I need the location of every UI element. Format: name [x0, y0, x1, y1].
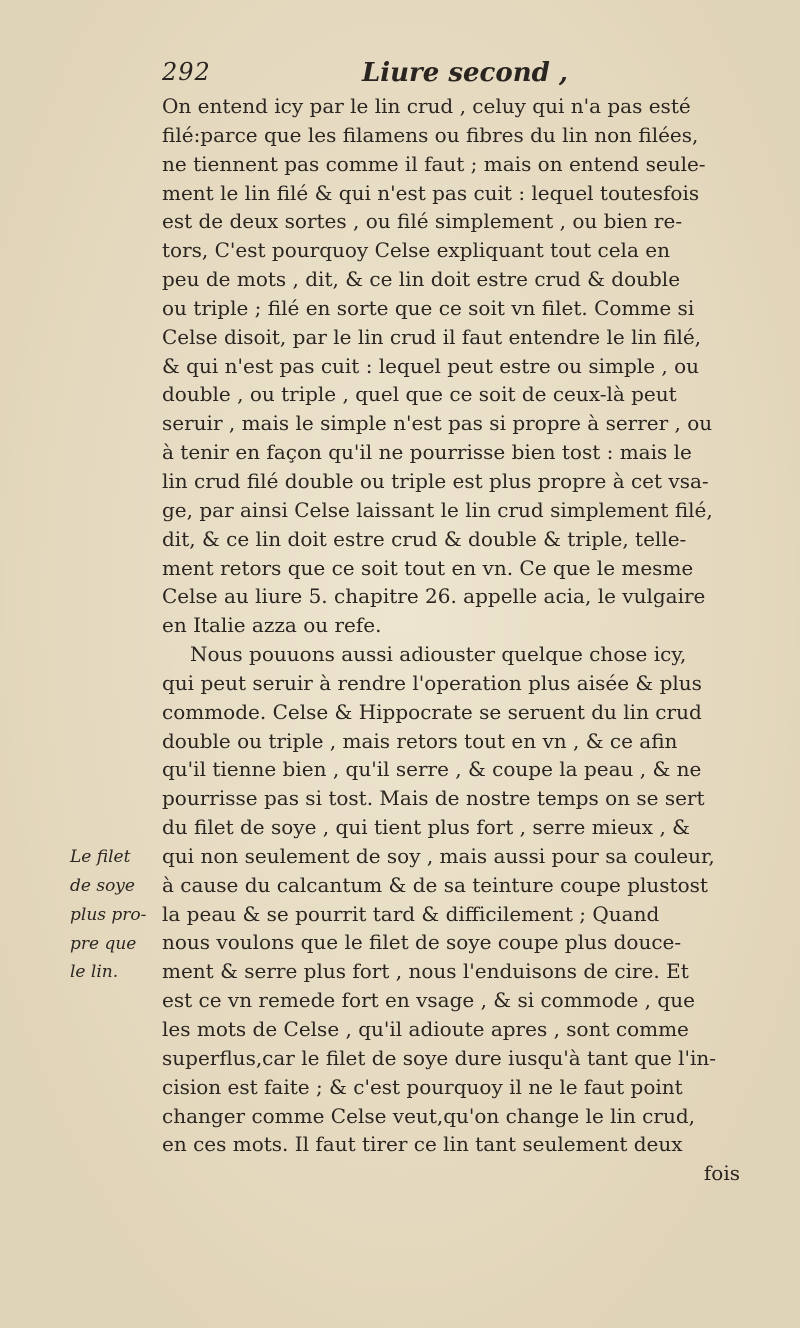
- text-line: la peau & se pourrit tard & difficilement ; Quand: [162, 901, 660, 926]
- text-line: en Italie azza ou refe.: [162, 613, 382, 638]
- marginal-note-line: pre que: [70, 933, 137, 954]
- text-line: lin crud filé double ou triple est plus propre à cet vsa-: [162, 468, 709, 493]
- text-line: ment retors que ce soit tout en vn. Ce que le mesme: [162, 555, 694, 580]
- text-line: tors, C'est pourquoy Celse expliquant tout cela en: [162, 238, 670, 263]
- text-line: est de deux sortes , ou filé simplement , ou bien re-: [162, 209, 683, 234]
- marginal-note-line: plus pro-: [70, 904, 147, 925]
- text-line: ne tiennent pas comme il faut ; mais on entend seule-: [162, 151, 706, 176]
- text-line: Celse disoit, par le lin crud il faut entendre le lin filé,: [162, 324, 702, 349]
- text-line: à cause du calcantum & de sa teinture coupe plustost: [162, 872, 708, 897]
- text-line: les mots de Celse , qu'il adioute apres , sont comme: [162, 1017, 689, 1041]
- marginal-note: [70, 843, 158, 987]
- text-line: double , ou triple , quel que ce soit de ceux-là peut: [162, 382, 677, 407]
- text-line: filé:parce que les filamens ou fibres du lin non filées,: [162, 122, 699, 147]
- catchword: fois: [703, 1161, 740, 1186]
- text-line: est ce vn remede fort en vsage , & si commode , que: [162, 988, 695, 1013]
- text-line: On entend icy par le lin crud , celuy qui n'a pas esté: [162, 94, 691, 118]
- text-line: ment & serre plus fort , nous l'enduisons de cire. Et: [162, 959, 689, 984]
- running-title: Liure second ,: [362, 58, 568, 88]
- text-line: nous voulons que le filet de soye coupe plus douce-: [162, 930, 682, 955]
- text-line: commode. Celse & Hippocrate se seruent du lin crud: [162, 699, 702, 724]
- text-line: qu'il tienne bien , qu'il serre , & coupe la peau , & ne: [162, 757, 702, 782]
- page-number: 292: [162, 58, 211, 86]
- text-line: changer comme Celse veut,qu'on change le lin crud,: [162, 1103, 695, 1128]
- body-text: [162, 92, 740, 1188]
- marginal-note-line: de soye: [70, 875, 135, 896]
- text-line: qui peut seruir à rendre l'operation plus aisée & plus: [162, 670, 702, 695]
- marginal-note-line: le lin.: [70, 962, 119, 983]
- text-line: Celse au liure 5. chapitre 26. appelle acia, le vulgaire: [162, 584, 706, 609]
- text-line: seruir , mais le simple n'est pas si propre à serrer , ou: [162, 411, 713, 436]
- text-line: en ces mots. Il faut tirer ce lin tant seulement deux: [162, 1132, 683, 1157]
- text-line: ge, par ainsi Celse laissant le lin crud simplement filé,: [162, 497, 713, 522]
- text-line: double ou triple , mais retors tout en vn , & ce afin: [162, 728, 678, 753]
- text-line: ment le lin filé & qui n'est pas cuit : lequel toutesfois: [162, 180, 700, 205]
- text-line: & qui n'est pas cuit : lequel peut estre ou simple , ou: [162, 353, 700, 378]
- text-line: ou triple ; filé en sorte que ce soit vn filet. Comme si: [162, 295, 695, 320]
- marginal-note-line: Le filet: [70, 847, 131, 867]
- text-line: pourrisse pas si tost. Mais de nostre temps on se sert: [162, 786, 705, 811]
- text-line: du filet de soye , qui tient plus fort , serre mieux , &: [162, 815, 690, 840]
- text-line: à tenir en façon qu'il ne pourrisse bien tost : mais le: [162, 440, 692, 465]
- text-line: peu de mots , dit, & ce lin doit estre crud & double: [162, 267, 681, 292]
- text-line: cision est faite ; & c'est pourquoy il ne le faut point: [162, 1074, 683, 1099]
- text-line: dit, & ce lin doit estre crud & double & triple, telle-: [162, 526, 687, 551]
- text-line: qui non seulement de soy , mais aussi pour sa couleur,: [162, 843, 715, 868]
- text-line: superflus,car le filet de soye dure iusqu'à tant que l'in-: [162, 1045, 717, 1070]
- page-header: [162, 58, 742, 94]
- text-line: Nous pouuons aussi adiouster quelque chose icy,: [190, 642, 687, 667]
